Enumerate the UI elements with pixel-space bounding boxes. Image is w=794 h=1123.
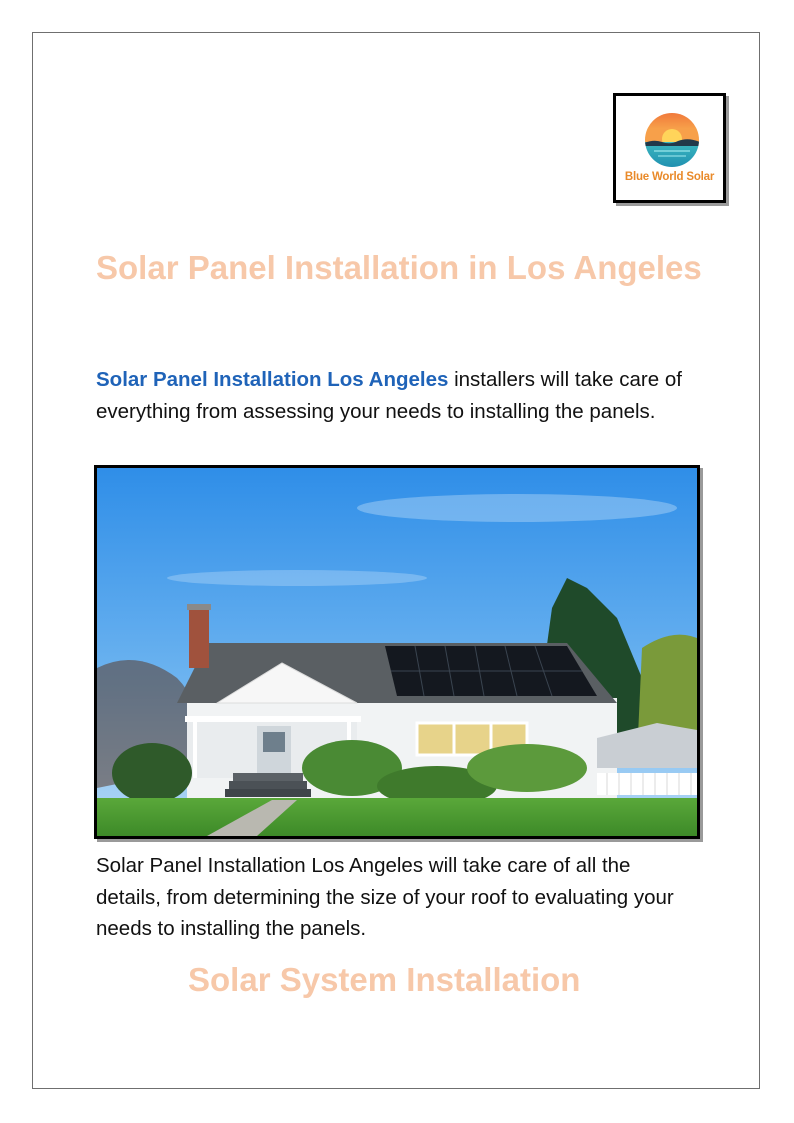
- house-solar-photo: [94, 465, 700, 839]
- details-paragraph: Solar Panel Installation Los Angeles will take care of all the details, from determining the size of your roof to evaluating your needs to installing the panels.: [96, 854, 674, 940]
- intro-paragraph-text: installers will take care of everything from assessing your needs to installing the panels.: [96, 368, 682, 423]
- section-heading: Solar System Installation: [188, 961, 581, 998]
- logo-brand-text: Blue World Solar: [624, 171, 715, 183]
- sunset-logo-icon: [644, 112, 700, 168]
- intro-paragraph: [96, 364, 696, 427]
- company-logo: [613, 93, 726, 203]
- house-with-solar-panels-image: [97, 468, 697, 836]
- page-title: Solar Panel Installation in Los Angeles: [96, 249, 702, 286]
- solar-installation-link[interactable]: Solar Panel Installation Los Angeles: [96, 368, 449, 391]
